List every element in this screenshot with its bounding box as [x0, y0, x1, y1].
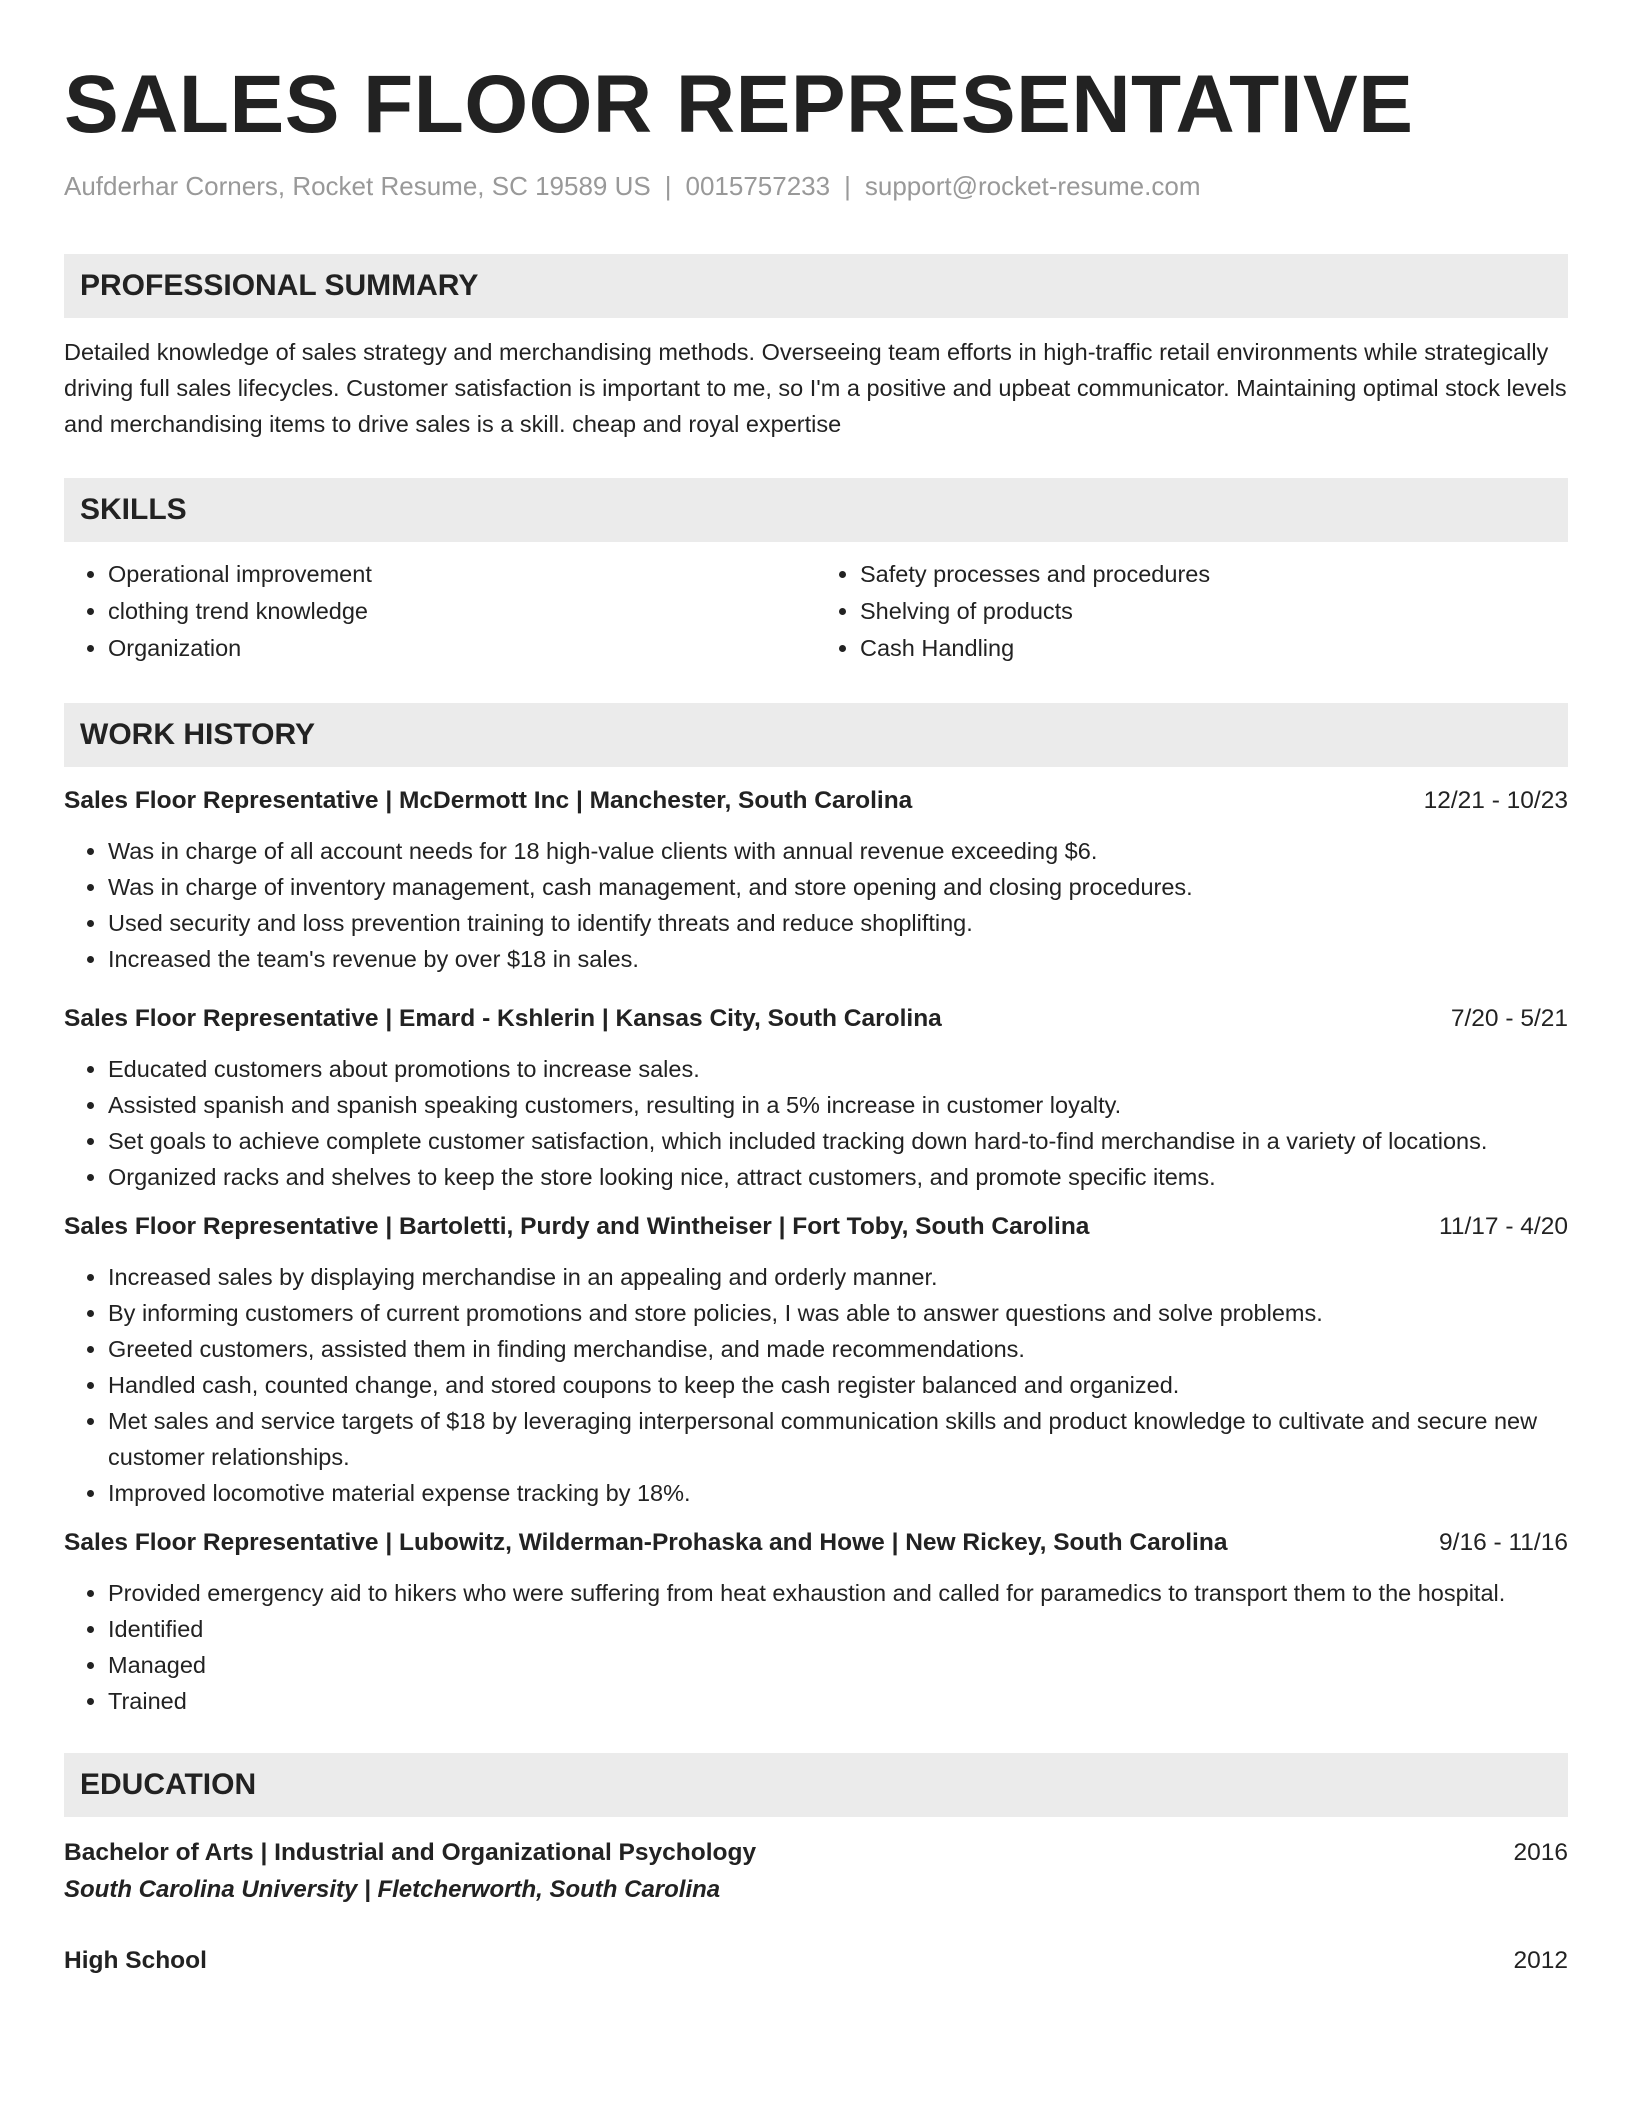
job-entry — [64, 1001, 1568, 1195]
job-bullet: • Organized racks and shelves to keep the store looking nice, attract customers, and promote specific items. — [108, 1159, 1568, 1195]
contact-separator: | — [844, 171, 851, 201]
education-heading: EDUCATION — [64, 1753, 1568, 1817]
skill-item: • Operational improvement — [108, 556, 816, 593]
contact-line — [64, 168, 1568, 204]
skill-item: • Safety processes and procedures — [860, 556, 1568, 593]
job-entry — [64, 1525, 1568, 1719]
job-bullet: • Improved locomotive material expense tracking by 18%. — [108, 1475, 1568, 1511]
skill-item: • Cash Handling — [860, 630, 1568, 667]
job-entry — [64, 1209, 1568, 1511]
education-entry — [64, 1943, 1568, 1979]
summary-text: Detailed knowledge of sales strategy and merchandising methods. Overseeing team efforts in high-traffic retail environments while strategically driving full sales lifecycles. Customer satisfaction is important to me, so I'm a positive and upbeat communicator. Maintaining optimal stock levels and merchandising items to drive sales is a skill. cheap and royal expertise — [64, 339, 1567, 437]
education-year: 2012 — [1513, 1947, 1568, 1974]
contact-separator: | — [664, 171, 672, 201]
job-bullet: • Was in charge of all account needs for 18 high-value clients with annual revenue exceeding $6. — [108, 833, 1568, 869]
job-bullet: • Greeted customers, assisted them in finding merchandise, and made recommendations. — [108, 1331, 1568, 1367]
job-entry — [64, 783, 1568, 977]
job-bullets — [64, 1051, 1568, 1195]
job-bullet: • By informing customers of current promotions and store policies, I was able to answer questions and solve problems. — [108, 1295, 1568, 1331]
job-title: Sales Floor Representative | Emard - Kshlerin | Kansas City, South Carolina — [64, 1005, 942, 1032]
work-history-heading: WORK HISTORY — [64, 703, 1568, 767]
skills-list — [64, 556, 1568, 667]
job-dates: 9/16 - 11/16 — [1439, 1529, 1568, 1556]
job-bullet: • Set goals to achieve complete customer satisfaction, which included tracking down hard-to-find merchandise in a variety of locations. — [108, 1123, 1568, 1159]
skills-heading: SKILLS — [64, 478, 1568, 542]
job-bullet: • Increased the team's revenue by over $18 in sales. — [108, 941, 1568, 977]
job-title: Sales Floor Representative | Lubowitz, Wilderman-Prohaska and Howe | New Rickey, South Carolina — [64, 1529, 1228, 1556]
job-title: Sales Floor Representative | Bartoletti, Purdy and Wintheiser | Fort Toby, South Carolina — [64, 1213, 1090, 1240]
job-bullet: • Identified — [108, 1611, 1568, 1647]
job-bullets — [64, 1575, 1568, 1719]
skills-column-right — [816, 556, 1568, 667]
job-bullet: • Provided emergency aid to hikers who were suffering from heat exhaustion and called for paramedics to transport them to the hospital. — [108, 1575, 1568, 1611]
job-bullet: • Assisted spanish and spanish speaking customers, resulting in a 5% increase in customer loyalty. — [108, 1087, 1568, 1123]
job-bullets — [64, 1259, 1568, 1511]
skill-item: • Shelving of products — [860, 593, 1568, 630]
education-school: South Carolina University | Fletcherworth, South Carolina — [64, 1876, 721, 1903]
work-history-list — [64, 783, 1568, 1719]
job-bullet: • Met sales and service targets of $18 by leveraging interpersonal communication skills and product knowledge to cultivate and secure new customer relationships. — [108, 1403, 1568, 1475]
job-header — [64, 1525, 1568, 1561]
skill-item: • Organization — [108, 630, 816, 667]
education-degree: High School — [64, 1947, 207, 1974]
education-header — [64, 1943, 1568, 1979]
resume-title: SALES FLOOR REPRESENTATIVE — [64, 59, 1414, 150]
job-dates: 7/20 - 5/21 — [1450, 1005, 1568, 1032]
education-header — [64, 1835, 1568, 1871]
job-dates: 12/21 - 10/23 — [1423, 787, 1568, 814]
contact-address: Aufderhar Corners, Rocket Resume, SC 19589 US — [64, 171, 651, 201]
summary-heading: PROFESSIONAL SUMMARY — [64, 254, 1568, 318]
job-bullet: • Used security and loss prevention training to identify threats and reduce shoplifting. — [108, 905, 1568, 941]
job-bullet: • Handled cash, counted change, and stored coupons to keep the cash register balanced and organized. — [108, 1367, 1568, 1403]
job-bullet: • Was in charge of inventory management, cash management, and store opening and closing procedures. — [108, 869, 1568, 905]
job-header — [64, 1209, 1568, 1245]
skills-column-left — [64, 556, 816, 667]
education-entry — [64, 1835, 1568, 1909]
job-bullet: • Educated customers about promotions to increase sales. — [108, 1051, 1568, 1087]
education-year: 2016 — [1513, 1839, 1568, 1866]
skill-item: • clothing trend knowledge — [108, 593, 816, 630]
job-title: Sales Floor Representative | McDermott Inc | Manchester, South Carolina — [64, 787, 913, 814]
contact-email: support@rocket-resume.com — [864, 171, 1201, 201]
job-bullet: • Trained — [108, 1683, 1568, 1719]
job-bullet: • Increased sales by displaying merchandise in an appealing and orderly manner. — [108, 1259, 1568, 1295]
job-header — [64, 1001, 1568, 1037]
job-bullet: • Managed — [108, 1647, 1568, 1683]
job-header — [64, 783, 1568, 819]
contact-phone: 0015757233 — [685, 171, 831, 201]
job-dates: 11/17 - 4/20 — [1439, 1213, 1568, 1240]
job-bullets — [64, 833, 1568, 977]
education-degree: Bachelor of Arts | Industrial and Organizational Psychology — [64, 1839, 757, 1866]
